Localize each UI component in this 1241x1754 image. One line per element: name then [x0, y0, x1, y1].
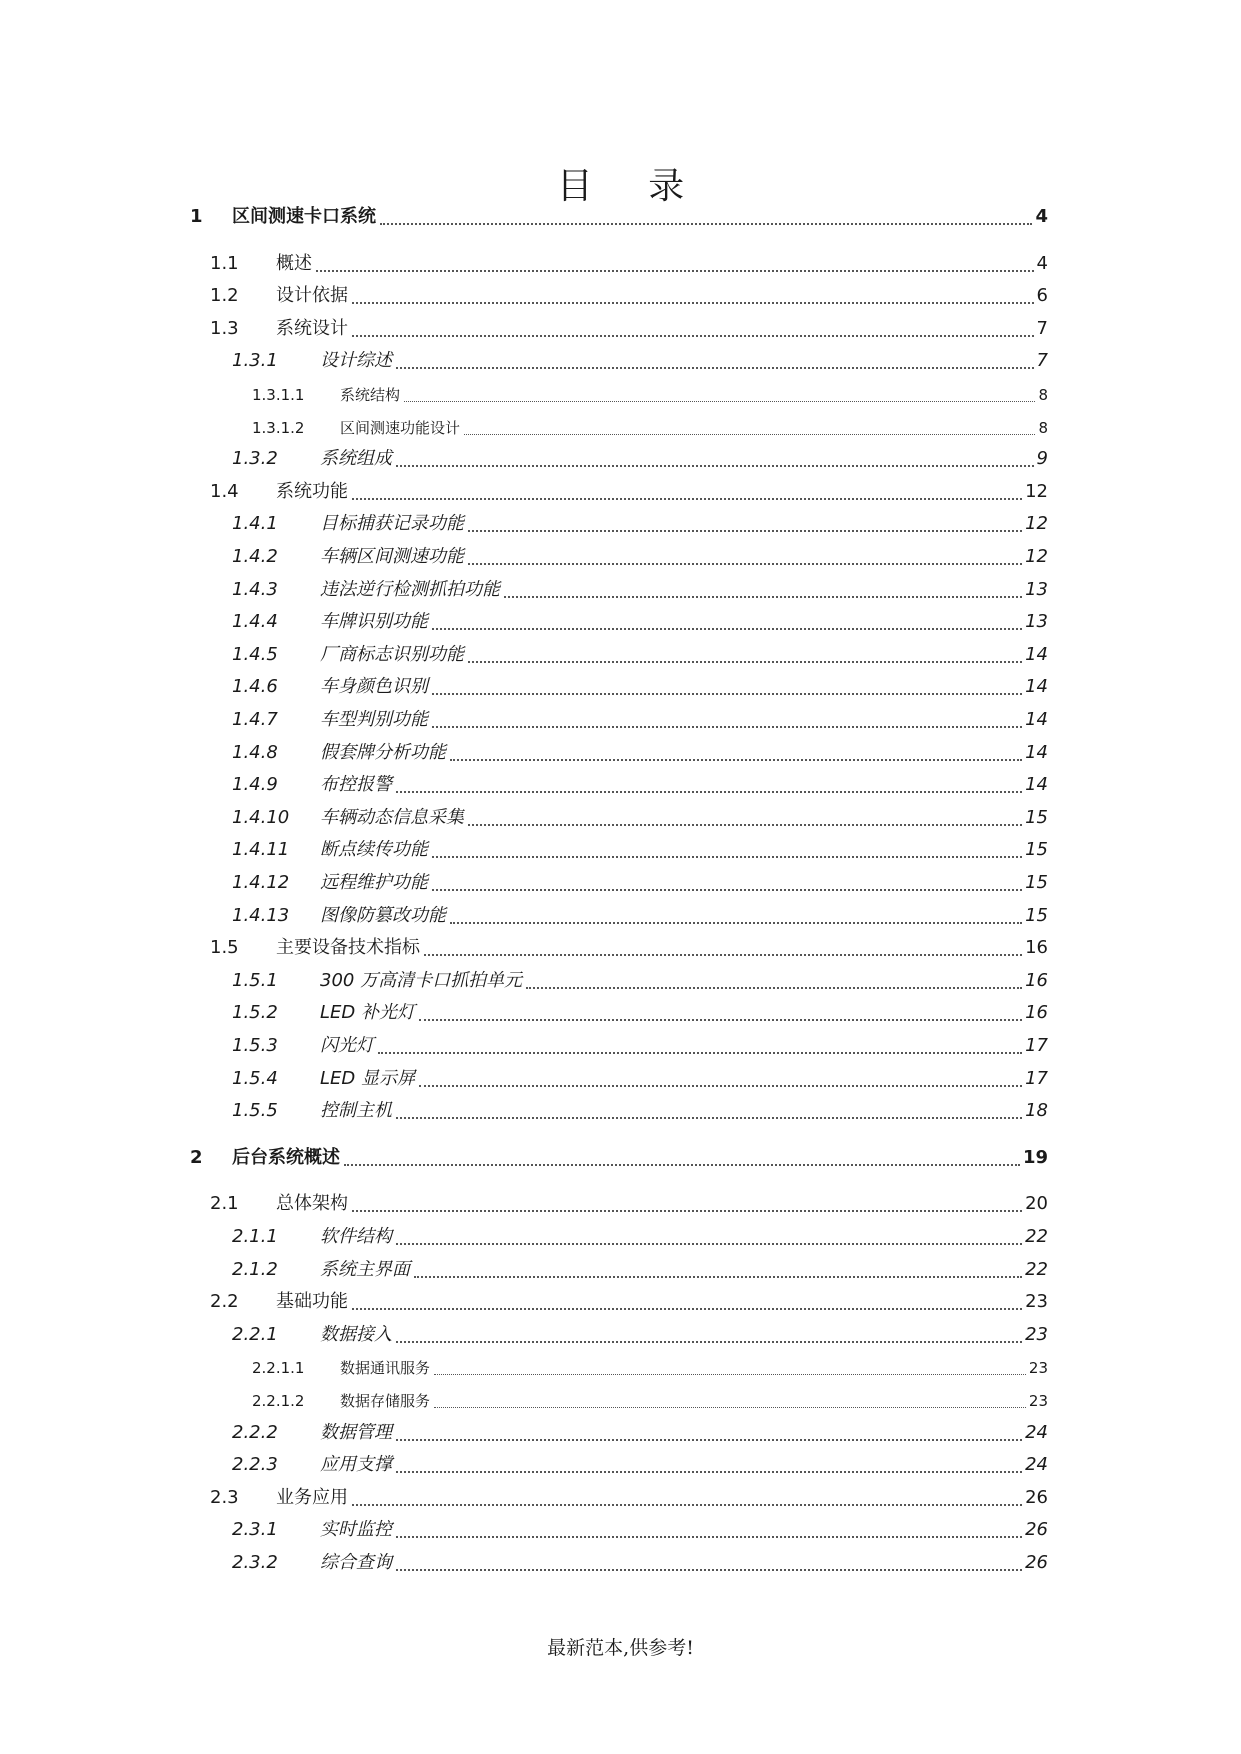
toc-entry[interactable] [0, 707, 1048, 733]
toc-entry-title: 设计综述 [320, 350, 392, 372]
toc-entry[interactable] [0, 446, 1048, 472]
toc-entry[interactable] [0, 772, 1048, 798]
toc-leader-dots [396, 1471, 1022, 1473]
toc-entry-title: 系统功能 [276, 480, 348, 502]
toc-entry-title: LED 补光灯 [320, 1002, 415, 1024]
toc-entry-title: 车辆区间测速功能 [320, 546, 464, 567]
toc-entry-number: 1.3.1 [232, 350, 278, 372]
toc-entry-number: 1.5.4 [232, 1067, 278, 1089]
toc-entry-number: 1.4.13 [232, 904, 290, 926]
toc-entry-number: 2.1.1 [232, 1226, 278, 1247]
toc-entry-title: 闪光灯 [320, 1035, 374, 1056]
toc-entry-number: 2.2.1 [232, 1323, 278, 1345]
toc-entry-title: 数据接入 [320, 1323, 392, 1345]
toc-entry-page: 20 [1025, 1193, 1048, 1215]
toc-entry-number: 1.4.11 [232, 839, 290, 861]
toc-entry-page: 26 [1025, 1486, 1048, 1508]
toc-entry-number: 1.4.3 [232, 578, 278, 600]
toc-entry-page: 24 [1025, 1454, 1048, 1476]
toc-entry[interactable] [0, 1224, 1048, 1250]
toc-entry-page: 4 [1035, 206, 1048, 227]
toc-entry-title: 基础功能 [276, 1291, 348, 1313]
toc-entry-title: LED 显示屏 [320, 1067, 415, 1089]
toc-entry[interactable] [0, 1066, 1048, 1092]
toc-entry[interactable] [0, 1098, 1048, 1124]
toc-leader-dots [419, 1019, 1022, 1021]
toc-entry-number: 1.4.6 [232, 676, 278, 698]
toc-leader-dots [434, 1374, 1026, 1375]
toc-entry-title: 系统结构 [340, 386, 401, 404]
toc-entry-page: 14 [1025, 774, 1048, 796]
toc-leader-dots [404, 401, 1035, 402]
toc-entry-title: 数据管理 [320, 1421, 392, 1443]
toc-entry-page: 23 [1025, 1291, 1048, 1313]
toc-entry-title: 概述 [276, 252, 312, 274]
toc-entry-title: 区间测速功能设计 [340, 418, 461, 437]
toc-entry-number: 2.2 [210, 1291, 239, 1313]
toc-leader-dots [424, 954, 1022, 956]
toc-entry[interactable] [0, 544, 1048, 570]
toc-leader-dots [432, 726, 1022, 728]
toc-entry-page: 26 [1025, 1519, 1048, 1541]
toc-entry-page: 14 [1025, 709, 1048, 730]
page-title: 目 录 [556, 166, 707, 207]
toc-entry-title: 系统组成 [320, 448, 392, 470]
toc-entry[interactable] [0, 348, 1048, 374]
toc-leader-dots [380, 223, 1032, 225]
toc-entry-page: 16 [1025, 1002, 1048, 1024]
toc-entry[interactable] [0, 511, 1048, 537]
toc-entry[interactable] [0, 1485, 1048, 1511]
toc-entry-number: 2.3.1 [232, 1519, 278, 1541]
toc-leader-dots [396, 1569, 1022, 1571]
toc-entry-page: 23 [1025, 1323, 1048, 1345]
toc-entry-title: 目标捕获记录功能 [320, 513, 464, 535]
toc-entry-number: 2 [190, 1146, 203, 1168]
toc-entry[interactable] [0, 1033, 1048, 1059]
toc-entry[interactable] [0, 837, 1048, 863]
toc-leader-dots [526, 987, 1022, 989]
toc-entry-number: 2.3 [210, 1486, 239, 1508]
toc-entry-number: 1.3 [210, 317, 239, 339]
toc-entry-page: 17 [1025, 1067, 1048, 1089]
toc-leader-dots [352, 498, 1022, 500]
toc-entry[interactable] [0, 805, 1048, 831]
toc-entry-title: 后台系统概述 [232, 1146, 340, 1168]
toc-entry-number: 1.5.3 [232, 1035, 278, 1056]
toc-entry-page: 12 [1025, 513, 1048, 535]
toc-entry[interactable] [0, 903, 1048, 929]
toc-entry[interactable] [0, 316, 1048, 342]
toc-entry-title: 主要设备技术指标 [276, 937, 420, 959]
toc-leader-dots [468, 563, 1022, 565]
toc-entry[interactable] [0, 1322, 1048, 1348]
toc-leader-dots [432, 628, 1022, 630]
toc-entry-number: 1.4.7 [232, 709, 278, 730]
toc-entry-number: 1.4.5 [232, 643, 278, 665]
toc-entry-number: 1.3.1.1 [252, 386, 305, 404]
toc-entry-number: 1.5 [210, 937, 239, 959]
toc-leader-dots [432, 856, 1022, 858]
toc-entry[interactable] [0, 1387, 1048, 1413]
toc-entry-number: 2.2.1.2 [252, 1392, 305, 1410]
toc-entry[interactable] [0, 381, 1048, 407]
toc-entry-title: 厂商标志识别功能 [320, 643, 464, 665]
toc-entry[interactable] [0, 1145, 1048, 1171]
toc-entry-page: 8 [1038, 418, 1048, 437]
toc-entry-page: 7 [1036, 350, 1048, 372]
toc-entry[interactable] [0, 414, 1048, 440]
toc-leader-dots [378, 1052, 1022, 1054]
toc-leader-dots [352, 335, 1034, 337]
toc-entry-number: 1.4 [210, 480, 239, 502]
toc-entry-number: 2.1 [210, 1193, 239, 1215]
toc-leader-dots [414, 1276, 1022, 1278]
toc-leader-dots [396, 1341, 1022, 1343]
toc-entry[interactable] [0, 1257, 1048, 1283]
toc-entry[interactable] [0, 1289, 1048, 1315]
toc-leader-dots [432, 693, 1022, 695]
toc-entry-title: 综合查询 [320, 1552, 392, 1573]
toc-entry-number: 1.4.9 [232, 774, 278, 796]
toc-entry-title: 区间测速卡口系统 [232, 206, 376, 227]
toc-entry-title: 布控报警 [320, 774, 392, 796]
toc-entry-number: 2.2.3 [232, 1454, 278, 1476]
toc-entry-page: 15 [1025, 806, 1048, 828]
toc-entry[interactable] [0, 1517, 1048, 1543]
toc-entry[interactable] [0, 204, 1048, 230]
page-footer: 最新范本,供参考! [547, 1637, 694, 1659]
toc-entry-number: 1.4.4 [232, 611, 278, 633]
toc-entry-page: 26 [1025, 1552, 1048, 1573]
toc-leader-dots [419, 1085, 1022, 1087]
toc-entry-title: 数据存储服务 [340, 1392, 431, 1410]
toc-entry-page: 23 [1028, 1392, 1048, 1410]
toc-leader-dots [396, 1536, 1022, 1538]
toc-entry[interactable] [0, 1420, 1048, 1446]
toc-entry-title: 车牌识别功能 [320, 611, 428, 633]
toc-entry-number: 1.2 [210, 285, 239, 307]
toc-entry[interactable] [0, 642, 1048, 668]
toc-entry[interactable] [0, 740, 1048, 766]
toc-leader-dots [316, 270, 1034, 272]
toc-entry-page: 7 [1036, 317, 1048, 339]
toc-entry-number: 1.4.8 [232, 741, 278, 763]
toc-entry-page: 12 [1025, 546, 1048, 567]
toc-entry-number: 1.1 [210, 252, 239, 274]
toc-entry-number: 1.3.1.2 [252, 418, 305, 437]
toc-entry-title: 违法逆行检测抓拍功能 [320, 578, 500, 600]
toc-leader-dots [344, 1164, 1020, 1166]
toc-entry[interactable] [0, 283, 1048, 309]
toc-entry-page: 13 [1025, 578, 1048, 600]
toc-leader-dots [352, 1210, 1022, 1212]
toc-leader-dots [434, 1407, 1026, 1408]
toc-entry[interactable] [0, 674, 1048, 700]
toc-entry[interactable] [0, 1550, 1048, 1576]
toc-entry[interactable] [0, 577, 1048, 603]
toc-entry-number: 2.2.1.1 [252, 1359, 305, 1378]
toc-entry-page: 15 [1025, 904, 1048, 926]
toc-entry-title: 数据通讯服务 [340, 1359, 431, 1378]
toc-leader-dots [396, 465, 1034, 467]
toc-entry-title: 车身颜色识别 [320, 676, 428, 698]
toc-entry-page: 8 [1038, 386, 1048, 404]
toc-entry-page: 23 [1028, 1359, 1048, 1378]
toc-entry-number: 2.2.2 [232, 1421, 278, 1443]
toc-entry-number: 1.3.2 [232, 448, 278, 470]
toc-entry-title: 图像防篡改功能 [320, 904, 446, 926]
toc-leader-dots [504, 596, 1022, 598]
toc-entry[interactable] [0, 609, 1048, 635]
toc-leader-dots [450, 759, 1022, 761]
toc-entry-title: 300 万高清卡口抓拍单元 [320, 969, 523, 991]
toc-entry-number: 1.5.2 [232, 1002, 278, 1024]
toc-entry-page: 14 [1025, 676, 1048, 698]
toc-entry[interactable] [0, 935, 1048, 961]
toc-entry-title: 车辆动态信息采集 [320, 806, 464, 828]
toc-entry[interactable] [0, 870, 1048, 896]
toc-entry-page: 9 [1036, 448, 1048, 470]
toc-entry[interactable] [0, 251, 1048, 277]
toc-entry[interactable] [0, 1452, 1048, 1478]
toc-entry-title: 控制主机 [320, 1100, 392, 1122]
toc-entry-page: 19 [1022, 1146, 1048, 1168]
toc-leader-dots [352, 1308, 1022, 1310]
toc-entry-number: 1.5.1 [232, 969, 278, 991]
toc-leader-dots [396, 1439, 1022, 1441]
toc-entry-page: 4 [1036, 252, 1048, 274]
toc-leader-dots [468, 530, 1022, 532]
toc-entry-number: 2.3.2 [232, 1552, 278, 1573]
toc-leader-dots [352, 302, 1034, 304]
toc-entry-title: 实时监控 [320, 1519, 392, 1541]
toc-leader-dots [432, 889, 1022, 891]
toc-entry-page: 16 [1025, 937, 1048, 959]
toc-entry-title: 应用支撑 [320, 1454, 392, 1476]
toc-entry-page: 16 [1025, 969, 1048, 991]
toc-entry-page: 15 [1025, 872, 1048, 893]
toc-leader-dots [450, 922, 1022, 924]
toc-entry-title: 设计依据 [276, 285, 348, 307]
toc-leader-dots [396, 791, 1022, 793]
toc-entry-page: 6 [1036, 285, 1048, 307]
toc-entry-page: 17 [1025, 1035, 1048, 1056]
toc-entry[interactable] [0, 1191, 1048, 1217]
toc-entry-title: 断点续传功能 [320, 839, 428, 861]
toc-entry-title: 系统设计 [276, 317, 348, 339]
toc-entry-number: 1 [190, 206, 203, 227]
toc-entry-number: 1.4.12 [232, 872, 290, 893]
toc-entry-page: 18 [1025, 1100, 1048, 1122]
toc-entry-number: 1.4.2 [232, 546, 278, 567]
toc-entry-page: 12 [1025, 480, 1048, 502]
toc-leader-dots [352, 1504, 1022, 1506]
toc-leader-dots [464, 434, 1035, 435]
toc-entry-title: 总体架构 [276, 1193, 348, 1215]
toc-entry-number: 1.4.1 [232, 513, 278, 535]
toc-entry-number: 2.1.2 [232, 1258, 278, 1280]
toc-entry-number: 1.5.5 [232, 1100, 278, 1122]
toc-leader-dots [396, 1117, 1022, 1119]
toc-entry-title: 系统主界面 [320, 1258, 410, 1280]
toc-entry[interactable] [0, 1000, 1048, 1026]
toc-entry-title: 远程维护功能 [320, 872, 428, 893]
toc-entry-title: 业务应用 [276, 1486, 348, 1508]
toc-entry[interactable] [0, 479, 1048, 505]
toc-entry-title: 软件结构 [320, 1226, 392, 1247]
toc-entry-title: 假套牌分析功能 [320, 741, 446, 763]
toc-entry-page: 14 [1025, 741, 1048, 763]
toc-entry-page: 24 [1025, 1421, 1048, 1443]
toc-entry-page: 22 [1025, 1226, 1048, 1247]
toc-leader-dots [468, 661, 1022, 663]
toc-entry-page: 15 [1025, 839, 1048, 861]
toc-entry-title: 车型判别功能 [320, 709, 428, 730]
toc-entry[interactable] [0, 1354, 1048, 1380]
toc-entry-page: 14 [1025, 643, 1048, 665]
toc-leader-dots [396, 1243, 1022, 1245]
toc-entry[interactable] [0, 968, 1048, 994]
toc-entry-number: 1.4.10 [232, 806, 290, 828]
toc-entry-page: 22 [1025, 1258, 1048, 1280]
toc-leader-dots [468, 824, 1022, 826]
toc-leader-dots [396, 367, 1034, 369]
toc-entry-page: 13 [1025, 611, 1048, 633]
